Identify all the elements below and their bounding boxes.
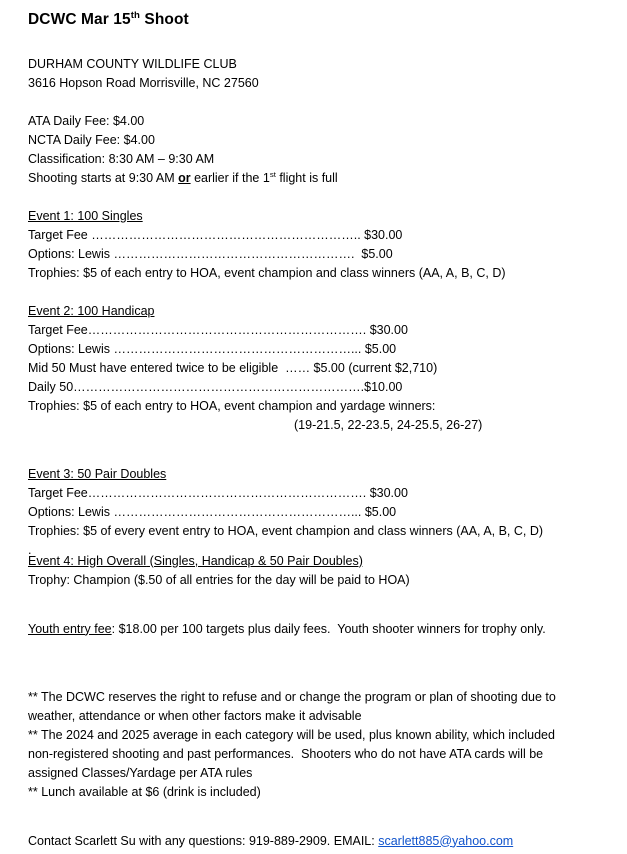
page-title-main: DCWC Mar 15 xyxy=(28,11,131,28)
ata-daily-fee: ATA Daily Fee: $4.00 xyxy=(28,113,145,128)
event-4-line: Trophy: Champion ($.50 of all entries for the day will be paid to HOA) xyxy=(28,572,410,587)
spacer xyxy=(28,661,605,680)
page-title-ordinal: th xyxy=(130,9,140,21)
event-2-line: Options: Lewis …………………………………………………... $5.00 xyxy=(28,341,397,356)
event-2-heading: Event 2: 100 Handicap xyxy=(28,303,155,318)
start-text-pre: Shooting starts at 9:30 AM xyxy=(28,170,179,185)
ncta-daily-fee: NCTA Daily Fee: $4.00 xyxy=(28,132,155,147)
start-or: or xyxy=(178,170,191,185)
event-1-line: Trophies: $5 of each entry to HOA, event champion and class winners (AA, A, B, C, D) xyxy=(28,265,506,280)
note-line: assigned Classes/Yardage per ATA rules xyxy=(28,765,253,780)
event-1-line: Target Fee ……………………………………………………….. $30.00 xyxy=(28,227,403,242)
note-line: weather, attendance or when other factors make it advisable xyxy=(28,708,362,723)
org-name: DURHAM COUNTY WILDLIFE CLUB xyxy=(28,56,237,71)
spacer xyxy=(28,191,605,210)
event-4-heading xyxy=(28,555,605,574)
spacer xyxy=(28,457,605,468)
event-3-heading: Event 3: 50 Pair Doubles xyxy=(28,466,167,481)
event-4-heading-label: Event 4: High Overall xyxy=(28,553,147,568)
event-3-line: Trophies: $5 of every event entry to HOA, event champion and class winners (AA, A, B, C, D) xyxy=(28,523,544,538)
start-text-mid: earlier if the 1 xyxy=(190,170,270,185)
contact-text: Contact Scarlett Su with any questions: 919-889-2909. EMAIL: xyxy=(28,833,379,848)
contact-email-link[interactable]: scarlett885@yahoo.com xyxy=(378,833,514,848)
classification-time: Classification: 8:30 AM – 9:30 AM xyxy=(28,151,215,166)
event-3-line: Target Fee…………………………………………………………. $30.00 xyxy=(28,485,408,500)
contact-line xyxy=(28,835,605,854)
spacer xyxy=(28,805,605,824)
youth-entry-fee-text: : $18.00 per 100 targets plus daily fees. Youth shooter winners for trophy only. xyxy=(111,621,546,636)
event-2-line: Daily 50…………………………………………………………….$10.00 xyxy=(28,379,403,394)
spacer xyxy=(28,47,605,58)
event-3-line: . xyxy=(28,542,32,557)
start-ordinal: st xyxy=(269,169,276,179)
spacer xyxy=(28,680,605,691)
spacer xyxy=(28,593,605,612)
note-line: non-registered shooting and past performances. Shooters who do not have ATA cards will be xyxy=(28,746,544,761)
event-1-line: Options: Lewis …………………………………………………. $5.00 xyxy=(28,246,393,261)
shooting-start-time xyxy=(28,169,605,191)
event-2-line: Target Fee…………………………………………………………. $30.00 xyxy=(28,322,408,337)
event-2-line: Mid 50 Must have entered twice to be eligible …… $5.00 (current $2,710) xyxy=(28,360,438,375)
org-address: 3616 Hopson Road Morrisville, NC 27560 xyxy=(28,75,259,90)
spacer xyxy=(28,438,605,457)
start-text-post: flight is full xyxy=(275,170,338,185)
note-line: ** Lunch available at $6 (drink is included) xyxy=(28,784,261,799)
youth-entry-fee-label: Youth entry fee xyxy=(28,621,112,636)
event-4-heading-suffix: (Singles, Handicap & 50 Pair Doubles) xyxy=(146,553,363,568)
note-line: ** The 2024 and 2025 average in each category will be used, plus known ability, which included xyxy=(28,727,555,742)
spacer xyxy=(28,642,605,661)
spacer xyxy=(28,286,605,305)
event-1-heading: Event 1: 100 Singles xyxy=(28,208,143,223)
spacer xyxy=(28,28,605,47)
event-2-line: Trophies: $5 of each entry to HOA, event champion and yardage winners: xyxy=(28,398,436,413)
page-title-suffix: Shoot xyxy=(140,11,189,28)
youth-entry-fee xyxy=(28,623,605,642)
spacer xyxy=(28,96,605,115)
event-3-line: Options: Lewis …………………………………………………... $5.00 xyxy=(28,504,397,519)
event-2-yardage-ranges: (19-21.5, 22-23.5, 24-25.5, 26-27) xyxy=(294,417,483,432)
note-line: ** The DCWC reserves the right to refuse and or change the program or plan of shooting due to xyxy=(28,689,556,704)
page-title xyxy=(28,9,605,28)
